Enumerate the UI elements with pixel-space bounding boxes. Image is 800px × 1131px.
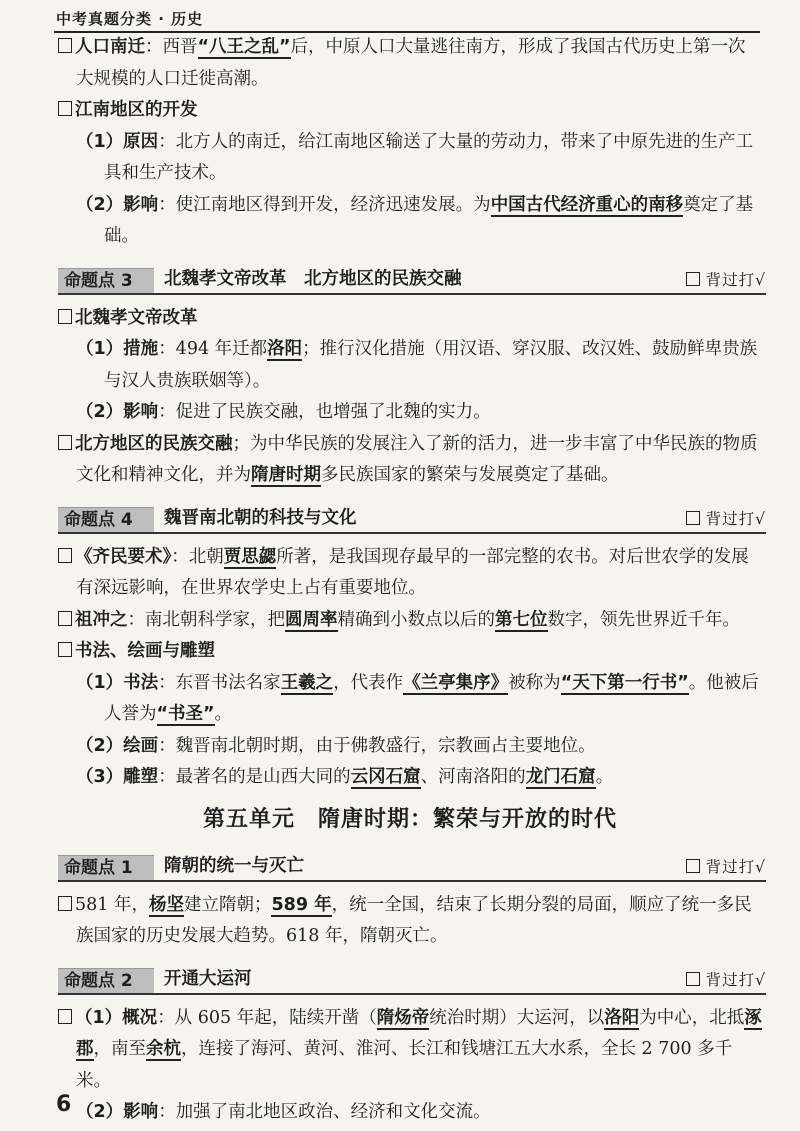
page-number: 6 — [56, 1092, 72, 1117]
checkbox[interactable] — [58, 1009, 72, 1024]
section-tag: 命题点 2 — [58, 968, 154, 993]
section-header-3 — [58, 265, 766, 295]
item-fusion: 北方地区的民族交融；为中华民族的发展注入了新的活力，进一步丰富了中华民族的物质文化和精神文化，并为隋唐时期多民族国家的繁荣与发展奠定了基础。 — [58, 429, 762, 492]
page-content — [58, 32, 766, 1129]
section-header-5-1 — [58, 852, 766, 882]
memorize-check[interactable]: 背过打√ — [686, 856, 766, 878]
section-title: 隋朝的统一与灭亡 — [164, 855, 304, 876]
section-tag: 命题点 3 — [58, 268, 154, 293]
item-painting: （2）绘画：魏晋南北朝时期，由于佛教盛行，宗教画占主要地位。 — [76, 735, 596, 756]
section-title: 北魏孝文帝改革 北方地区的民族交融 — [164, 268, 462, 289]
memorize-check[interactable]: 背过打√ — [686, 269, 766, 291]
item-reform-measures: （1）措施：494 年迁都洛阳；推行汉化措施（用汉语、穿汉服、改汉姓、鼓励鲜卑贵族与汉人贵族联姻等）。 — [76, 339, 758, 391]
item-migration: 人口南迁：西晋“八王之乱”后，中原人口大量逃往南方，形成了我国古代历史上第一次大规模的人口迁徙高潮。 — [58, 32, 762, 95]
item-qimin: 《齐民要术》：北朝贾思勰所著，是我国现存最早的一部完整的农书。对后世农学的发展有深远影响，在世界农学史上占有重要地位。 — [58, 542, 762, 605]
checkbox[interactable] — [58, 896, 72, 911]
item-jiangnan-impact: （2）影响：使江南地区得到开发，经济迅速发展。为中国古代经济重心的南移奠定了基础。 — [76, 194, 754, 246]
checkbox[interactable] — [686, 859, 700, 873]
memorize-check[interactable]: 背过打√ — [686, 969, 766, 991]
checkbox[interactable] — [58, 642, 72, 657]
checkbox[interactable] — [686, 272, 700, 286]
item-reform-title: 北魏孝文帝改革 — [58, 303, 762, 335]
item-calligraphy: （1）书法：东晋书法名家王羲之，代表作《兰亭集序》被称为“天下第一行书”。他被后人誉为“书圣”。 — [76, 672, 759, 724]
item-jiangnan-cause: （1）原因：北方人的南迁，给江南地区输送了大量的劳动力，带来了中原先进的生产工具和生产技术。 — [76, 131, 754, 183]
item-jiangnan-title: 江南地区的开发 — [58, 95, 762, 127]
item-canal-overview: （1）概况：从 605 年起，陆续开凿（隋炀帝统治时期）大运河，以洛阳为中心，北抵涿郡，南至余杭，连接了海河、黄河、淮河、长江和钱塘江五大水系，全长 2 700 多千米。 — [58, 1003, 762, 1098]
checkbox[interactable] — [58, 611, 72, 626]
section-title: 开通大运河 — [164, 968, 252, 989]
item-sculpture: （3）雕塑：最著名的是山西大同的云冈石窟、河南洛阳的龙门石窟。 — [76, 767, 614, 787]
checkbox[interactable] — [58, 101, 72, 116]
unit-title: 第五单元 隋唐时期：繁荣与开放的时代 — [202, 806, 617, 832]
checkbox[interactable] — [686, 972, 700, 986]
section-header-4 — [58, 504, 766, 534]
item-reform-impact: （2）影响：促进了民族交融，也增强了北魏的实力。 — [76, 402, 491, 422]
checkbox[interactable] — [58, 309, 72, 324]
checkbox[interactable] — [686, 511, 700, 525]
checkbox[interactable] — [58, 38, 72, 53]
item-zu-chongzhi: 祖冲之：南北朝科学家，把圆周率精确到小数点以后的第七位数字，领先世界近千年。 — [58, 605, 762, 637]
checkbox[interactable] — [58, 548, 72, 563]
checkbox[interactable] — [58, 435, 72, 450]
section-header-5-2 — [58, 965, 766, 995]
memorize-check[interactable]: 背过打√ — [686, 508, 766, 530]
item-sui: 581 年，杨坚建立隋朝；589 年，统一全国，结束了长期分裂的局面，顺应了统一多民族国家的历史发展大趋势。618 年，隋朝灭亡。 — [58, 890, 762, 953]
page-header: 中考真题分类 · 历史 — [56, 10, 204, 28]
section-tag: 命题点 1 — [58, 855, 154, 880]
item-canal-impact: （2）影响：加强了南北地区政治、经济和文化交流。 — [76, 1102, 491, 1122]
item-arts-title: 书法、绘画与雕塑 — [58, 636, 762, 668]
section-tag: 命题点 4 — [58, 507, 154, 532]
section-title: 魏晋南北朝的科技与文化 — [164, 507, 357, 528]
